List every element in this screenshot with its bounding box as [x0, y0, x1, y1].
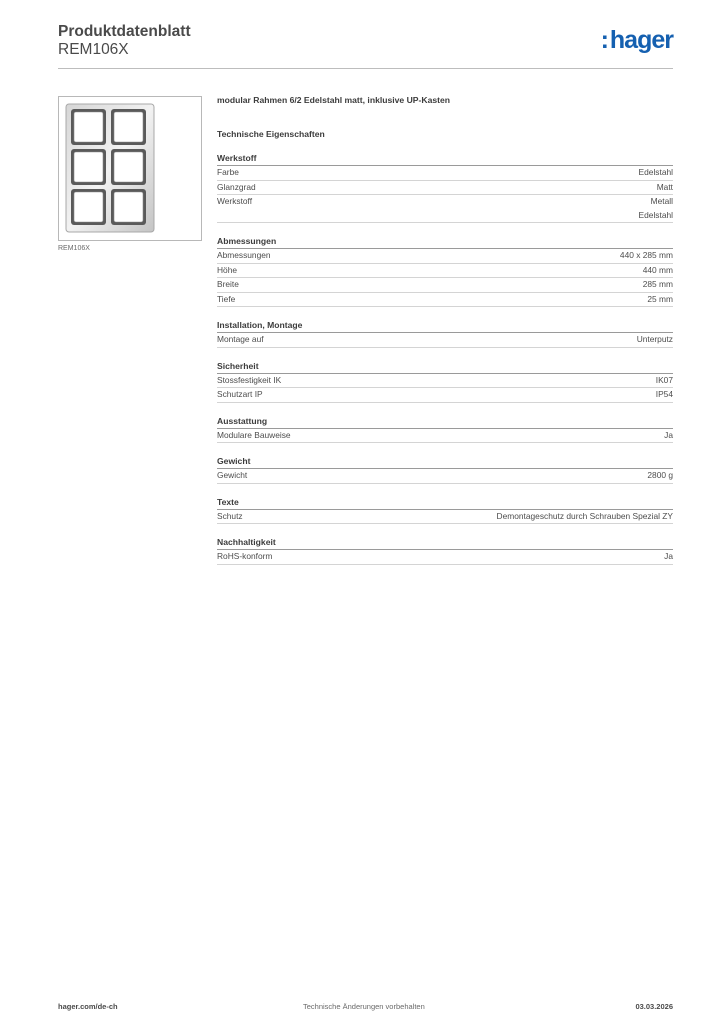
property-row: [217, 181, 673, 196]
property-label: Gewicht: [217, 470, 248, 480]
property-row: [217, 249, 673, 264]
property-row: [217, 278, 673, 293]
property-label: Werkstoff: [217, 196, 253, 206]
property-row: [217, 374, 673, 389]
property-value-line: Ja: [664, 429, 673, 440]
section-texte: [217, 496, 673, 525]
image-caption: REM106X: [58, 245, 90, 252]
property-label: Breite: [217, 279, 239, 289]
product-description: modular Rahmen 6/2 Edelstahl matt, inklusive UP-Kasten: [217, 95, 451, 105]
property-value-line: Ja: [664, 551, 673, 561]
footer-date: 03.03.2026: [635, 1002, 673, 1011]
product-image: [58, 96, 202, 241]
property-value-line: 440 mm: [642, 264, 673, 275]
property-value: [639, 166, 673, 180]
property-value: [664, 429, 673, 443]
property-label: Modulare Bauweise: [217, 429, 291, 440]
frame-opening-inner: [114, 112, 143, 142]
property-value: [657, 181, 673, 195]
page-header: [58, 20, 673, 69]
section-werkstoff: [217, 152, 673, 223]
property-row: [217, 510, 673, 525]
hager-logo: [601, 26, 673, 55]
property-value-line: Edelstahl: [638, 167, 673, 177]
property-label: RoHS-konform: [217, 551, 273, 561]
property-value-line: 440 x 285 mm: [619, 250, 673, 260]
footer-notice: Technische Änderungen vorbehalten: [303, 1002, 425, 1011]
properties-list: [217, 152, 673, 565]
product-code: REM106X: [58, 41, 129, 58]
property-row: [217, 388, 673, 403]
property-row: [217, 550, 673, 565]
property-value: [647, 293, 673, 307]
property-label: Höhe: [217, 264, 238, 275]
property-value-line: Unterputz: [636, 334, 673, 344]
property-value: [639, 195, 673, 222]
property-value-line: 285 mm: [642, 279, 673, 289]
property-label: Glanzgrad: [217, 181, 256, 192]
logo-dots-icon: :: [600, 26, 609, 54]
section-title: Texte: [217, 496, 673, 510]
section-gewicht: [217, 455, 673, 484]
property-value: [656, 388, 673, 402]
section-sicherheit: [217, 360, 673, 403]
property-row: [217, 264, 673, 279]
property-row: [217, 166, 673, 181]
frame-6-2-illustration: [59, 97, 201, 240]
property-label: Stossfestigkeit IK: [217, 374, 282, 385]
frame-opening-inner: [74, 152, 103, 182]
property-value: [664, 550, 673, 564]
frame-opening-inner: [114, 192, 143, 222]
property-value-line: Demontageschutz durch Schrauben Spezial ZY: [496, 510, 673, 521]
property-value: [656, 374, 673, 388]
property-label: Montage auf: [217, 334, 264, 344]
document-title: Produktdatenblatt: [58, 23, 191, 40]
section-title: Werkstoff: [217, 152, 673, 166]
property-value-line: Metall: [650, 196, 673, 206]
section-abmessungen: [217, 235, 673, 307]
property-value: [620, 249, 673, 263]
property-value: [647, 469, 673, 483]
section-title: Gewicht: [217, 455, 673, 469]
section-nachhaltigkeit: [217, 536, 673, 565]
property-row: [217, 429, 673, 444]
logo-text: hager: [609, 26, 673, 54]
section-title: Installation, Montage: [217, 319, 673, 333]
property-row: [217, 195, 673, 223]
property-label: Schutzart IP: [217, 389, 263, 399]
property-value: [643, 264, 673, 278]
section-title: Ausstattung: [217, 415, 673, 429]
property-value: [643, 278, 673, 292]
property-row: [217, 333, 673, 348]
property-value-line: 2800 g: [647, 470, 673, 480]
frame-opening-inner: [74, 192, 103, 222]
main-content: [217, 93, 673, 577]
section-ausstattung: [217, 415, 673, 444]
property-value-line: IK07: [655, 374, 673, 385]
section-installation-montage: [217, 319, 673, 348]
frame-opening-inner: [114, 152, 143, 182]
property-value: [497, 510, 673, 524]
frame-opening-inner: [74, 112, 103, 142]
section-title: Sicherheit: [217, 360, 673, 374]
technical-properties-title: Technische Eigenschaften: [217, 129, 325, 139]
property-label: Schutz: [217, 510, 243, 521]
property-value-line: Edelstahl: [638, 209, 673, 220]
property-row: [217, 469, 673, 484]
property-value-line: Matt: [656, 181, 673, 192]
property-label: Tiefe: [217, 293, 236, 304]
property-row: [217, 293, 673, 308]
section-title: Abmessungen: [217, 235, 673, 249]
footer-website: hager.com/de-ch: [58, 1002, 118, 1011]
property-label: Farbe: [217, 167, 239, 177]
section-title: Nachhaltigkeit: [217, 536, 673, 550]
property-value-line: 25 mm: [647, 293, 673, 304]
property-value-line: IP54: [655, 389, 673, 399]
property-label: Abmessungen: [217, 250, 271, 260]
property-value: [637, 333, 673, 347]
